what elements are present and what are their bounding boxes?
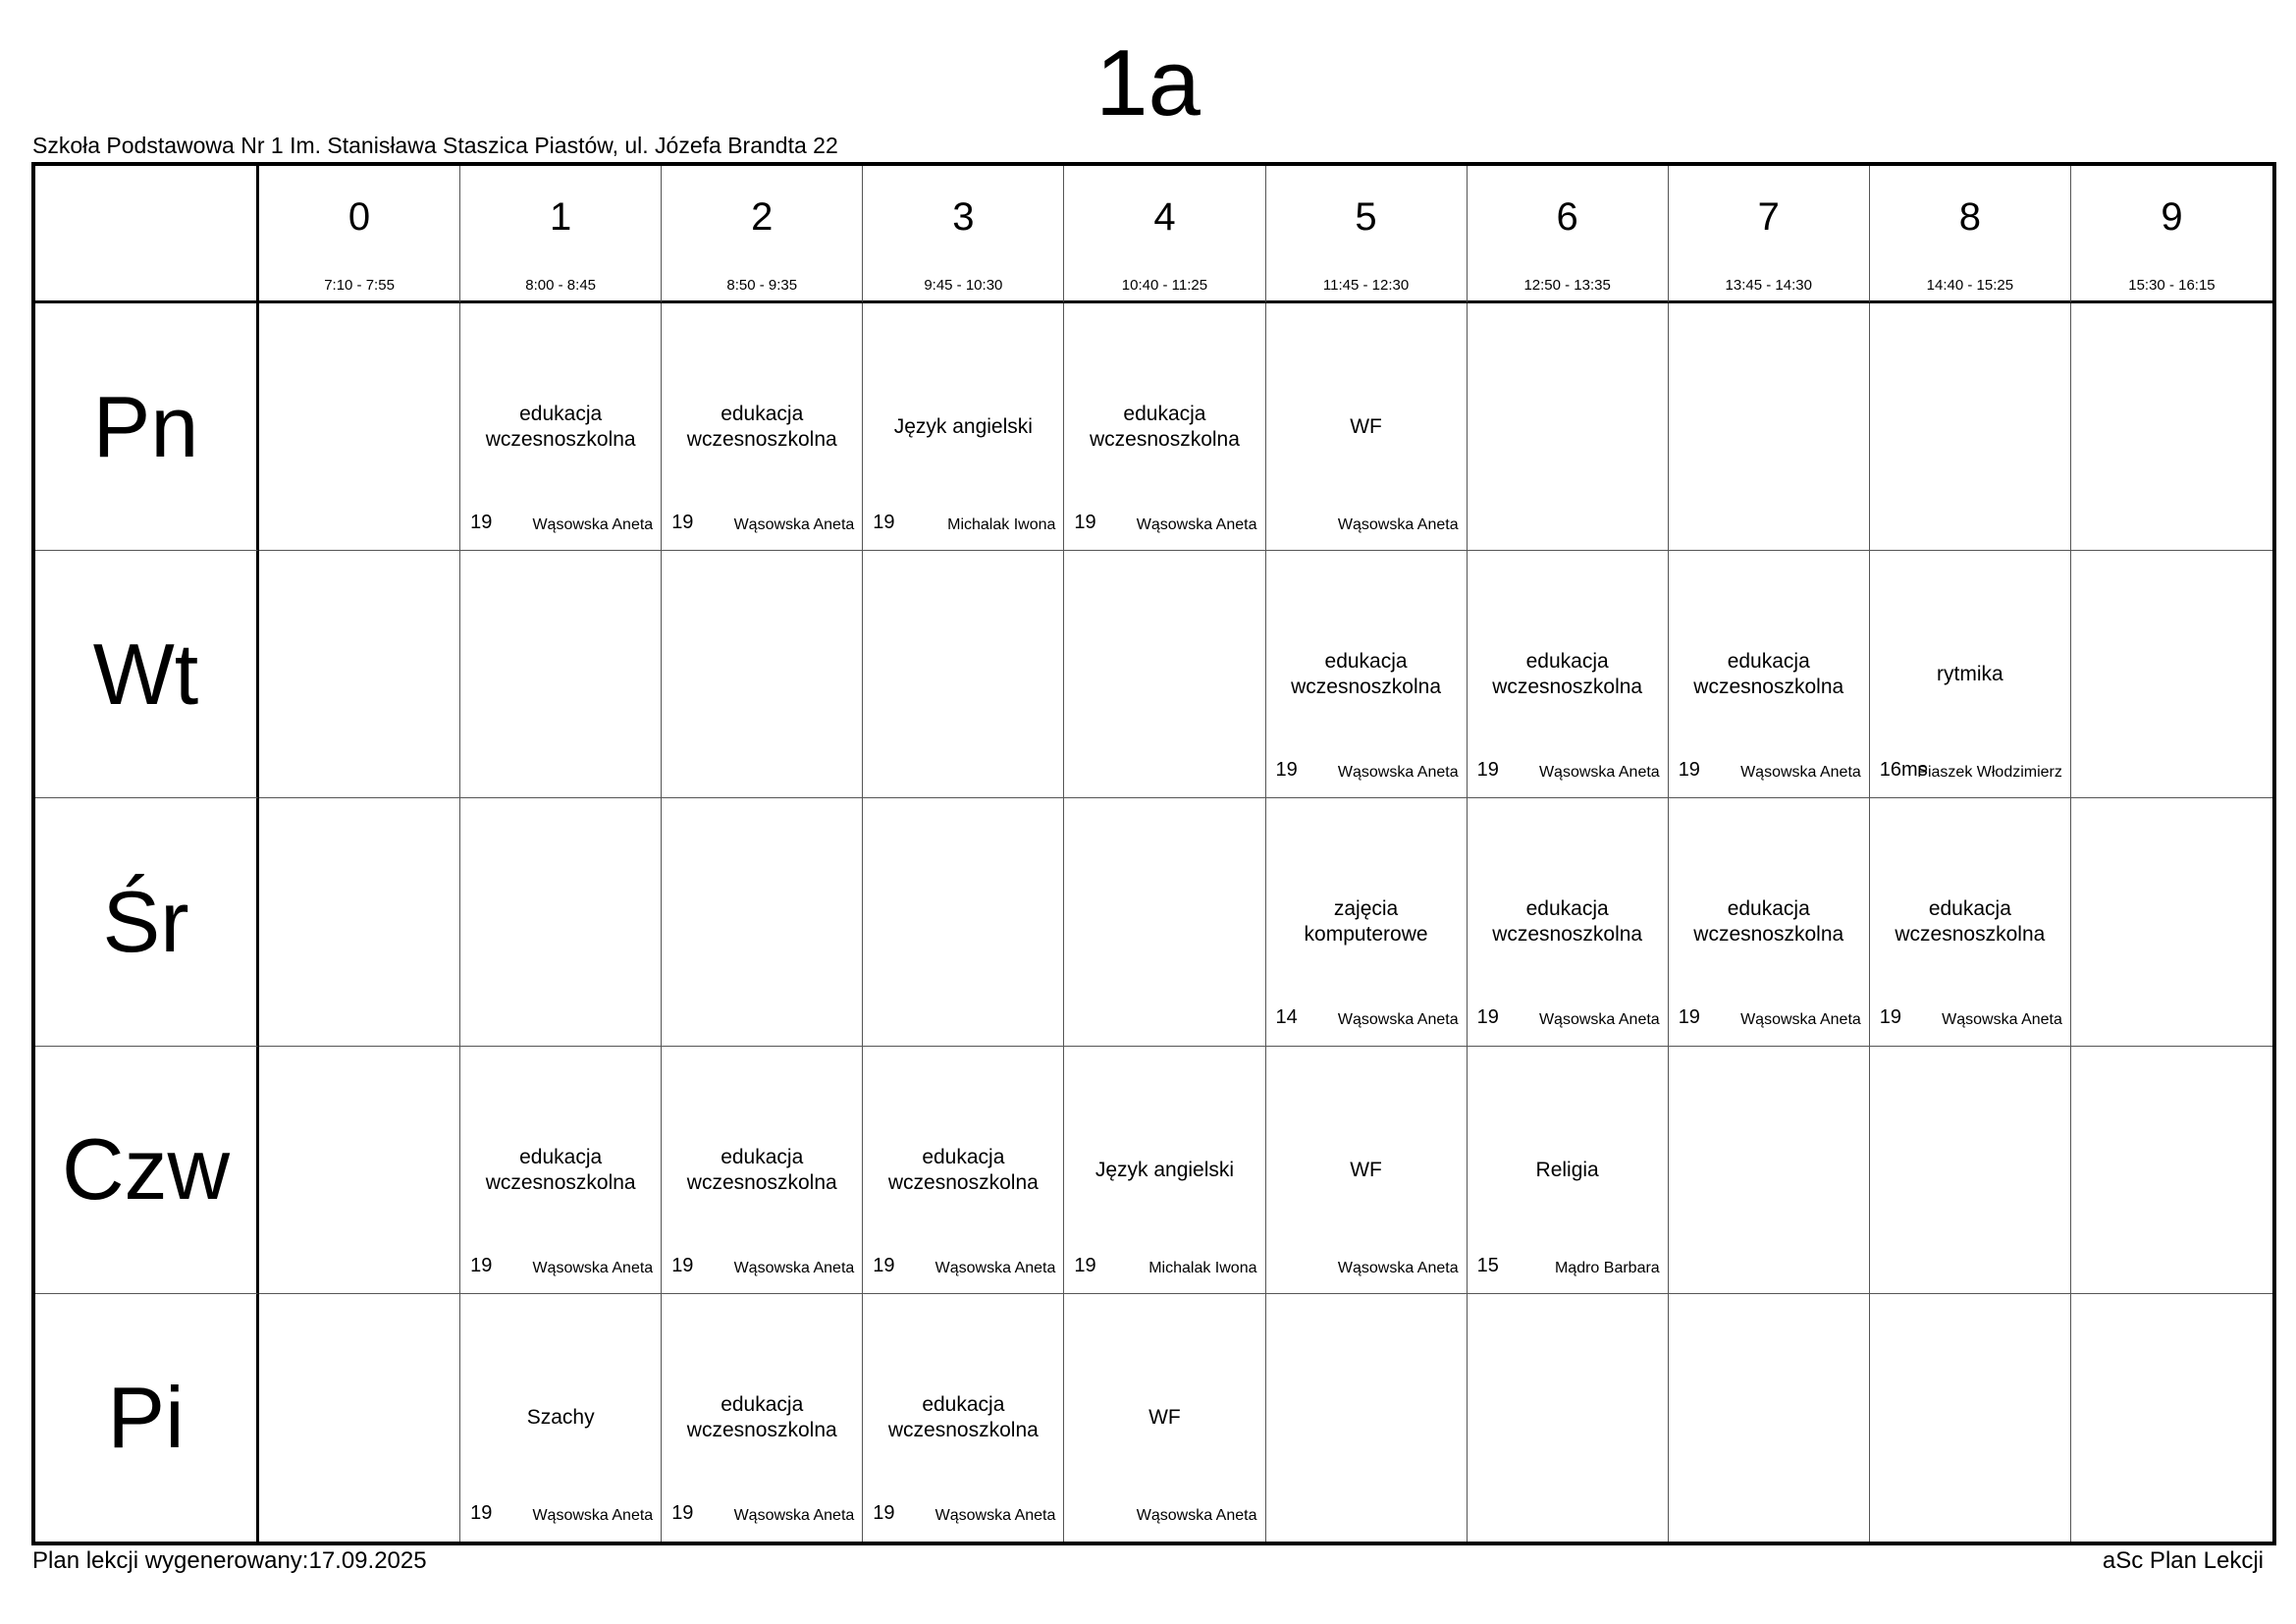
lesson-room: 19 xyxy=(1678,1006,1700,1029)
empty-cell xyxy=(1870,303,2071,551)
lesson-room: 14 xyxy=(1275,1006,1298,1029)
lesson-cell xyxy=(1064,1047,1265,1294)
lesson-subject: edukacja wczesnoszkolna xyxy=(887,1145,1039,1194)
lesson-teacher: Wąsowska Aneta xyxy=(1942,1011,2062,1029)
lesson-room: 19 xyxy=(1074,1254,1096,1276)
lesson-cell xyxy=(460,1294,662,1542)
period-number: 8 xyxy=(1958,195,1981,239)
period-header xyxy=(662,166,863,303)
period-number: 0 xyxy=(347,195,371,239)
lesson-teacher: Wąsowska Aneta xyxy=(1337,516,1459,533)
empty-cell xyxy=(2071,798,2272,1046)
period-header xyxy=(1064,166,1265,303)
lesson-room: 19 xyxy=(873,1501,895,1524)
period-time: 7:10 - 7:55 xyxy=(324,277,395,294)
lesson-cell xyxy=(460,303,662,551)
period-time: 11:45 - 12:30 xyxy=(1322,277,1410,294)
lesson-room: 19 xyxy=(671,512,694,533)
lesson-cell xyxy=(863,1294,1064,1542)
lesson-subject: edukacja wczesnoszkolna xyxy=(686,1145,837,1194)
lesson-teacher: Wąsowska Aneta xyxy=(733,516,855,533)
empty-cell xyxy=(2071,1047,2272,1294)
lesson-room: 19 xyxy=(470,1254,493,1276)
lesson-room: 19 xyxy=(1476,759,1499,782)
period-number: 4 xyxy=(1153,195,1176,239)
lesson-cell xyxy=(1669,798,1870,1046)
empty-cell xyxy=(1266,1294,1468,1542)
lesson-room: 19 xyxy=(470,1501,493,1524)
empty-cell xyxy=(1468,1294,1669,1542)
lesson-subject: Język angielski xyxy=(1095,1158,1235,1181)
empty-cell xyxy=(662,798,863,1046)
period-number: 6 xyxy=(1556,195,1578,239)
lesson-cell xyxy=(1468,1047,1669,1294)
empty-cell xyxy=(2071,1294,2272,1542)
lesson-cell xyxy=(1870,551,2071,798)
generated-date: Plan lekcji wygenerowany:17.09.2025 xyxy=(32,1547,427,1574)
lesson-subject: edukacja wczesnoszkolna xyxy=(1693,650,1844,699)
empty-cell xyxy=(259,798,460,1046)
period-number: 1 xyxy=(550,195,572,239)
day-label: Śr xyxy=(35,798,259,1046)
period-number: 7 xyxy=(1757,195,1780,239)
school-name: Szkoła Podstawowa Nr 1 Im. Stanisława Staszica Piastów, ul. Józefa Brandta 22 xyxy=(32,133,838,158)
lesson-room: 19 xyxy=(1879,1006,1902,1029)
lesson-teacher: Wąsowska Aneta xyxy=(934,1259,1056,1276)
lesson-subject: zajęcia komputerowe xyxy=(1304,897,1428,947)
period-time: 10:40 - 11:25 xyxy=(1121,277,1208,294)
lesson-subject: Język angielski xyxy=(893,415,1033,438)
lesson-cell xyxy=(662,303,863,551)
lesson-room: 19 xyxy=(873,512,895,533)
empty-cell xyxy=(259,551,460,798)
period-header xyxy=(1468,166,1669,303)
empty-cell xyxy=(2071,551,2272,798)
empty-cell xyxy=(259,303,460,551)
lesson-subject: edukacja wczesnoszkolna xyxy=(686,403,837,451)
empty-cell xyxy=(662,551,863,798)
app-credit: aSc Plan Lekcji xyxy=(2102,1547,2264,1574)
lesson-cell xyxy=(1669,551,1870,798)
lesson-subject: edukacja wczesnoszkolna xyxy=(1291,650,1441,699)
lesson-cell xyxy=(1266,551,1468,798)
empty-cell xyxy=(863,551,1064,798)
lesson-teacher: Piaszek Włodzimierz xyxy=(1917,764,2062,782)
lesson-subject: edukacja wczesnoszkolna xyxy=(485,403,636,451)
empty-cell xyxy=(1468,303,1669,551)
lesson-subject: edukacja wczesnoszkolna xyxy=(887,1392,1039,1441)
empty-cell xyxy=(1669,1294,1870,1542)
lesson-room: 19 xyxy=(671,1501,694,1524)
lesson-subject: Religia xyxy=(1535,1158,1599,1181)
lesson-subject: edukacja wczesnoszkolna xyxy=(1492,650,1643,699)
lesson-subject: edukacja wczesnoszkolna xyxy=(1089,403,1240,451)
lesson-cell xyxy=(1870,798,2071,1046)
lesson-subject: WF xyxy=(1350,1158,1382,1181)
lesson-cell xyxy=(1266,303,1468,551)
lesson-room: 19 xyxy=(1678,759,1700,782)
lesson-teacher: Wąsowska Aneta xyxy=(1740,764,1861,782)
lesson-teacher: Wąsowska Aneta xyxy=(1740,1011,1861,1029)
timetable-grid xyxy=(31,162,2276,1545)
period-time: 14:40 - 15:25 xyxy=(1926,277,2014,294)
period-time: 15:30 - 16:15 xyxy=(2128,277,2216,294)
lesson-cell xyxy=(1266,798,1468,1046)
lesson-cell xyxy=(1266,1047,1468,1294)
period-time: 12:50 - 13:35 xyxy=(1523,277,1611,294)
empty-cell xyxy=(460,798,662,1046)
lesson-subject: edukacja wczesnoszkolna xyxy=(1492,897,1643,947)
lesson-teacher: Wąsowska Aneta xyxy=(532,1506,654,1524)
lesson-teacher: Wąsowska Aneta xyxy=(532,1259,654,1276)
period-number: 9 xyxy=(2161,195,2183,239)
period-header xyxy=(863,166,1064,303)
lesson-room: 19 xyxy=(1476,1006,1499,1029)
period-time: 8:00 - 8:45 xyxy=(525,277,596,294)
lesson-room: 19 xyxy=(1074,512,1096,533)
lesson-subject: WF xyxy=(1350,415,1382,438)
period-number: 2 xyxy=(751,195,774,239)
lesson-subject: edukacja wczesnoszkolna xyxy=(1895,897,2046,947)
period-time: 13:45 - 14:30 xyxy=(1725,277,1812,294)
empty-cell xyxy=(863,798,1064,1046)
lesson-teacher: Wąsowska Aneta xyxy=(1538,764,1660,782)
lesson-subject: edukacja wczesnoszkolna xyxy=(485,1145,636,1194)
lesson-teacher: Wąsowska Aneta xyxy=(1337,1011,1459,1029)
lesson-teacher: Wąsowska Aneta xyxy=(733,1259,855,1276)
period-header xyxy=(1266,166,1468,303)
empty-cell xyxy=(259,1047,460,1294)
lesson-teacher: Wąsowska Aneta xyxy=(934,1506,1056,1524)
empty-cell xyxy=(460,551,662,798)
lesson-room: 19 xyxy=(873,1254,895,1276)
day-label: Wt xyxy=(35,551,259,798)
period-header xyxy=(1669,166,1870,303)
lesson-cell xyxy=(1468,798,1669,1046)
period-header xyxy=(2071,166,2272,303)
period-number: 5 xyxy=(1355,195,1377,239)
lesson-room: 15 xyxy=(1476,1254,1499,1276)
lesson-teacher: Michalak Iwona xyxy=(947,516,1056,533)
empty-cell xyxy=(1669,1047,1870,1294)
period-time: 8:50 - 9:35 xyxy=(726,277,798,294)
lesson-teacher: Wąsowska Aneta xyxy=(733,1506,855,1524)
lesson-teacher: Wąsowska Aneta xyxy=(1538,1011,1660,1029)
lesson-room: 19 xyxy=(1275,759,1298,782)
period-header xyxy=(460,166,662,303)
lesson-cell xyxy=(1468,551,1669,798)
lesson-cell xyxy=(863,1047,1064,1294)
class-title: 1a xyxy=(1095,30,1201,135)
lesson-subject: edukacja wczesnoszkolna xyxy=(1693,897,1844,947)
empty-cell xyxy=(1064,551,1265,798)
lesson-teacher: Wąsowska Aneta xyxy=(1337,1259,1459,1276)
empty-cell xyxy=(1064,798,1265,1046)
lesson-cell xyxy=(863,303,1064,551)
period-time: 9:45 - 10:30 xyxy=(924,277,1003,294)
lesson-cell xyxy=(1064,303,1265,551)
day-label: Czw xyxy=(35,1047,259,1294)
day-label: Pn xyxy=(35,303,259,551)
lesson-cell xyxy=(1064,1294,1265,1542)
lesson-room: 16ms xyxy=(1879,759,1928,782)
lesson-room: 19 xyxy=(671,1254,694,1276)
empty-cell xyxy=(1870,1047,2071,1294)
empty-cell xyxy=(1669,303,1870,551)
lesson-room: 19 xyxy=(470,512,493,533)
lesson-cell xyxy=(662,1294,863,1542)
day-label: Pi xyxy=(35,1294,259,1542)
period-header xyxy=(1870,166,2071,303)
empty-cell xyxy=(1870,1294,2071,1542)
lesson-teacher: Wąsowska Aneta xyxy=(1136,516,1257,533)
lesson-teacher: Michalak Iwona xyxy=(1148,1259,1257,1276)
lesson-subject: rytmika xyxy=(1937,663,2003,686)
lesson-subject: Szachy xyxy=(526,1405,595,1429)
lesson-cell xyxy=(460,1047,662,1294)
lesson-cell xyxy=(662,1047,863,1294)
empty-cell xyxy=(259,1294,460,1542)
lesson-teacher: Mądro Barbara xyxy=(1554,1259,1660,1276)
period-number: 3 xyxy=(952,195,975,239)
lesson-teacher: Wąsowska Aneta xyxy=(532,516,654,533)
empty-cell xyxy=(2071,303,2272,551)
period-header xyxy=(259,166,460,303)
lesson-subject: edukacja wczesnoszkolna xyxy=(686,1392,837,1441)
lesson-teacher: Wąsowska Aneta xyxy=(1337,764,1459,782)
lesson-subject: WF xyxy=(1148,1405,1181,1429)
header-corner xyxy=(35,166,259,303)
lesson-teacher: Wąsowska Aneta xyxy=(1136,1506,1257,1524)
